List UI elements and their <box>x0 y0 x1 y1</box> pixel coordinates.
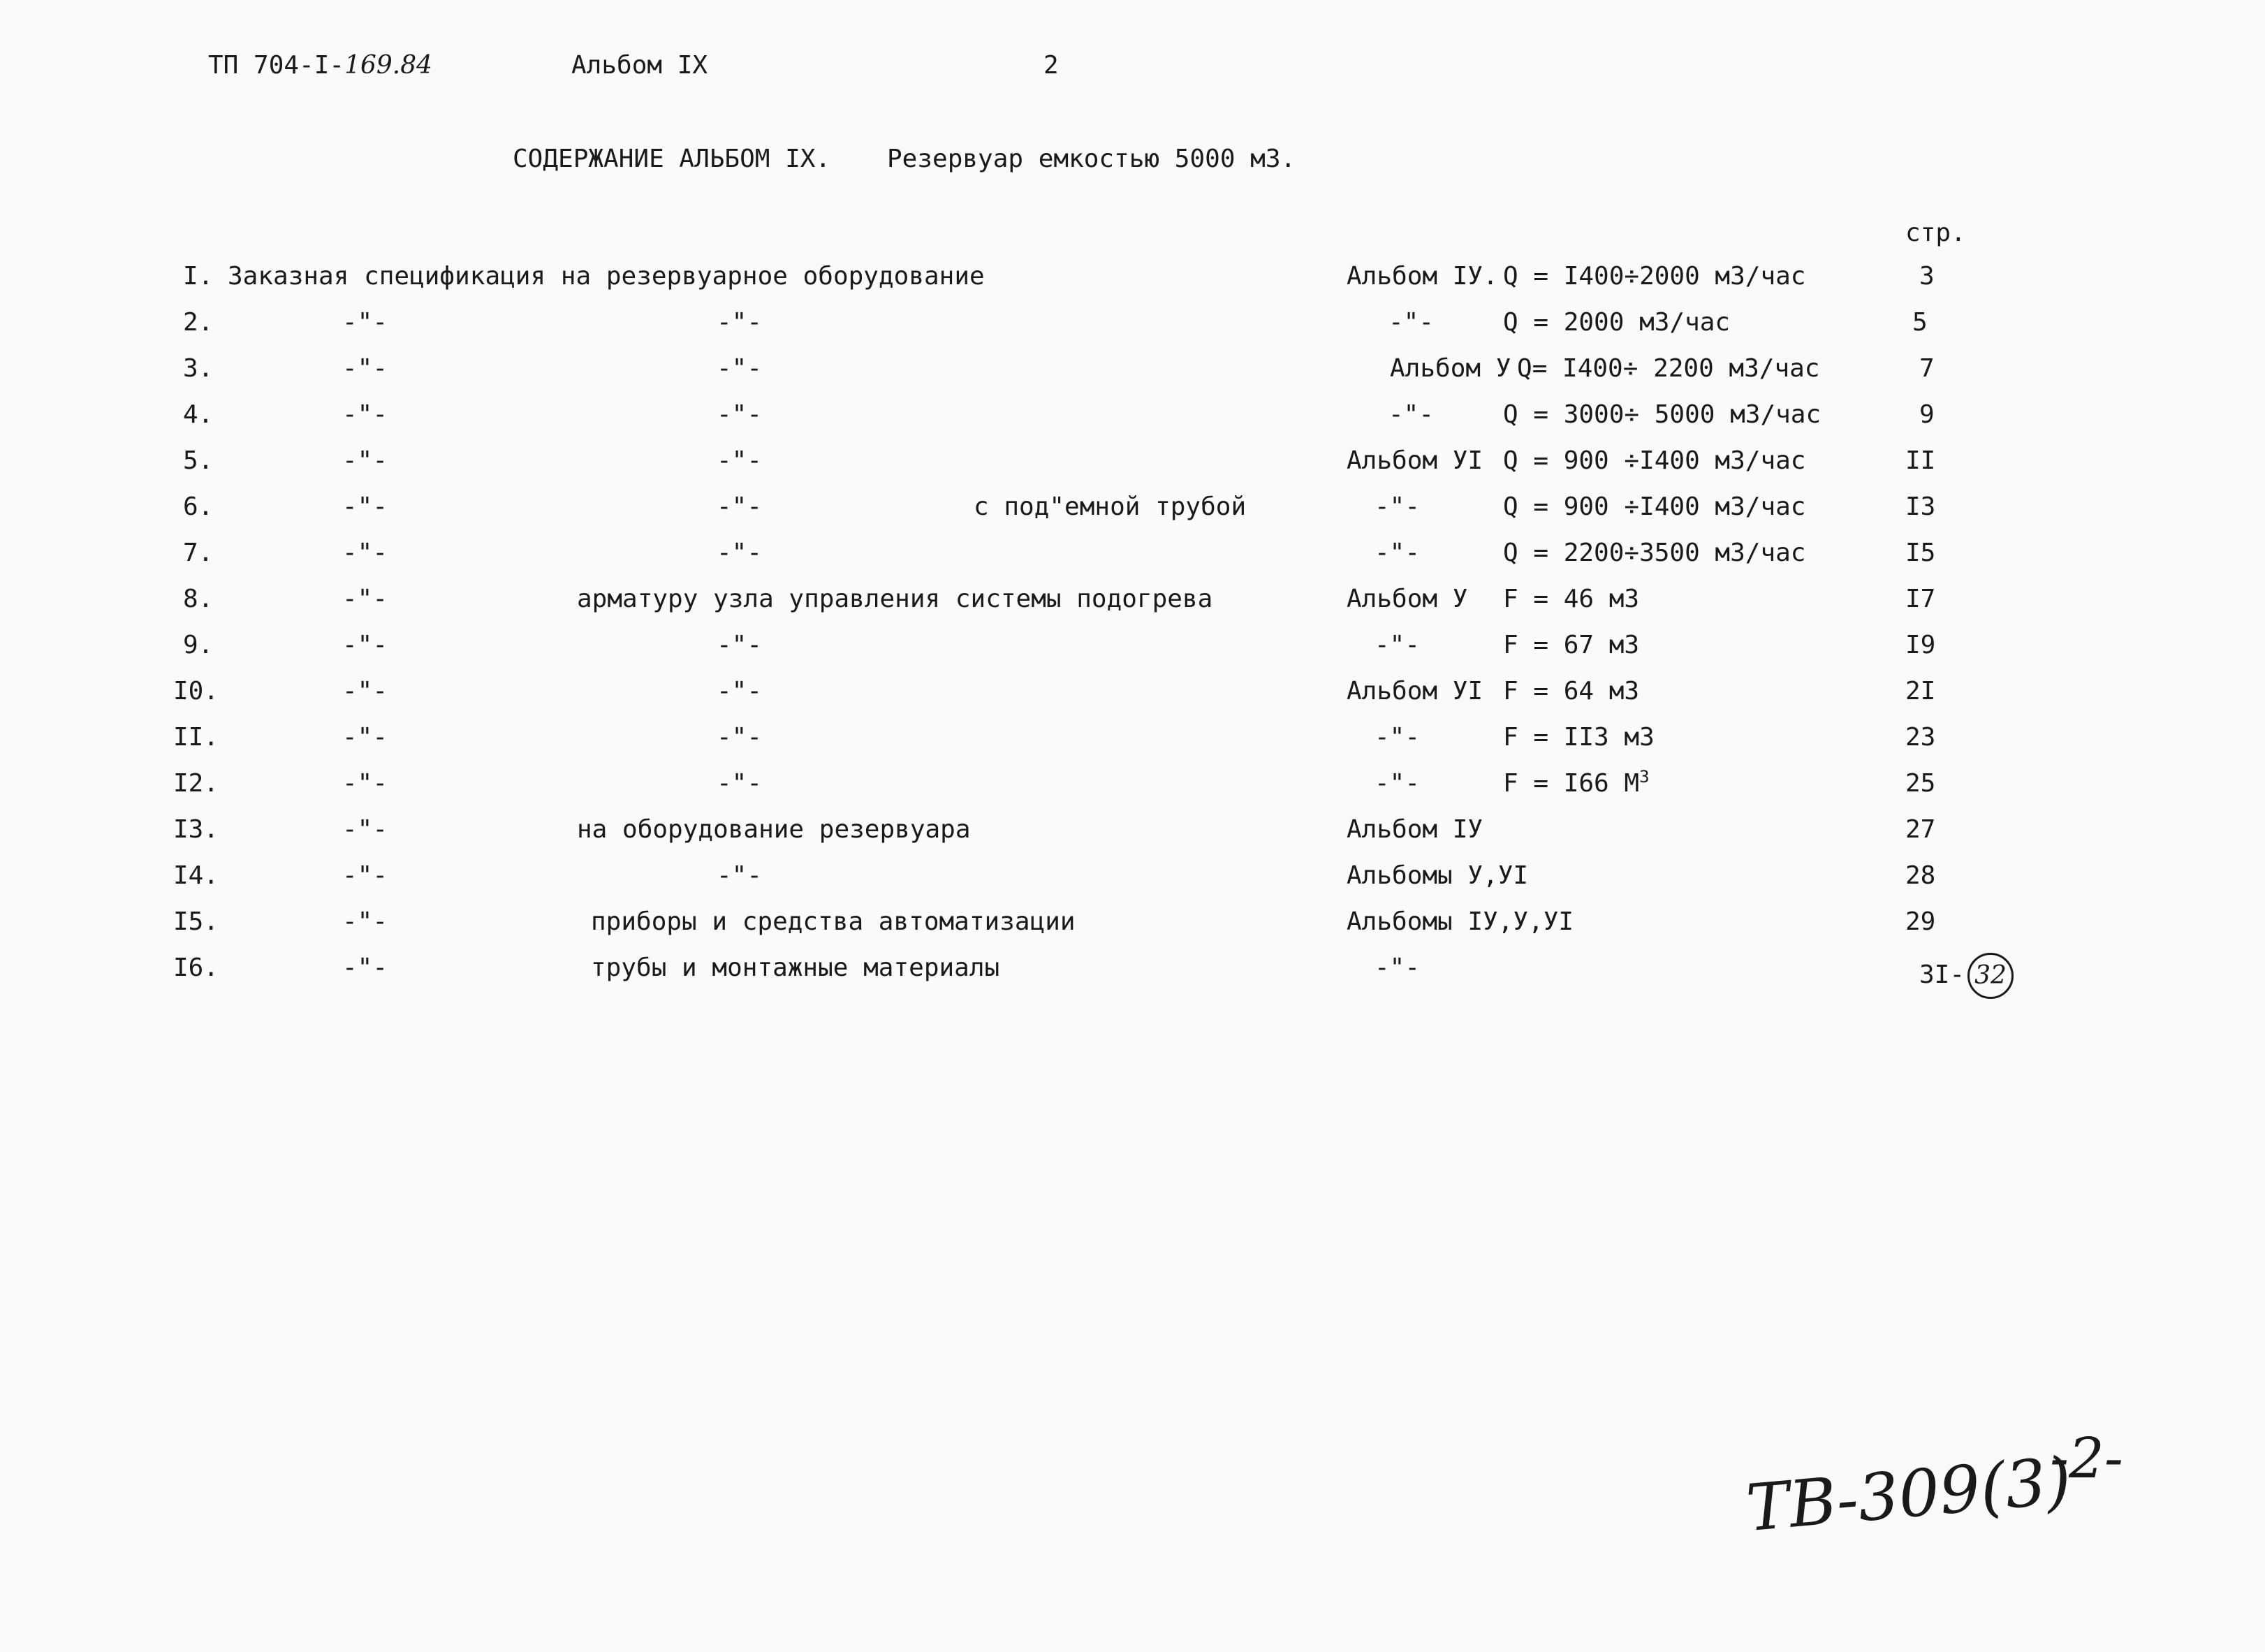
page-column-header: стр. <box>1905 219 1966 247</box>
row-page-text: 25 <box>1905 769 1936 798</box>
row-album: -"- <box>1388 400 1435 429</box>
row-page <box>1905 446 1935 476</box>
row-page <box>1919 400 1935 430</box>
row-description: -"- <box>717 769 763 798</box>
row-album: -"- <box>1375 953 1421 982</box>
row-album: -"- <box>1388 308 1435 337</box>
row-page-text: 7 <box>1919 354 1935 383</box>
row-description: -"- <box>717 354 763 383</box>
row-ditto-mark: -"- <box>342 769 388 798</box>
row-page <box>1905 814 1935 845</box>
archive-stamp: ТВ-309(3) <box>1743 1442 2074 1547</box>
row-album: Альбом IУ. <box>1347 262 1498 291</box>
row-description: приборы и средства автоматизации <box>591 907 1076 936</box>
row-parameter <box>1503 584 1639 615</box>
row-parameter-text: F = 64 м3 <box>1503 677 1640 706</box>
row-description: -"- <box>717 308 763 337</box>
row-number: 9. <box>183 631 214 659</box>
row-page-text: 2I <box>1905 677 1936 706</box>
row-album: -"- <box>1375 723 1421 752</box>
row-parameter <box>1503 492 1805 522</box>
row-page-text: 23 <box>1905 723 1936 752</box>
row-album: -"- <box>1375 769 1421 798</box>
contents-title: СОДЕРЖАНИЕ АЛЬБОМ IX. <box>513 145 831 173</box>
row-parameter-text: Q = 900 ÷I400 м3/час <box>1503 446 1806 475</box>
sheet-number: -2- <box>2050 1426 2123 1491</box>
row-page-text: 27 <box>1905 815 1936 844</box>
row-description: Заказная спецификация на резервуарное оборудование <box>228 262 985 291</box>
row-ditto-mark: -"- <box>342 446 388 475</box>
row-page-text: I9 <box>1905 631 1936 659</box>
row-page-text: 28 <box>1905 861 1936 890</box>
row-parameter-text: Q = 900 ÷I400 м3/час <box>1503 492 1806 521</box>
row-page <box>1905 492 1935 522</box>
row-ditto-mark: -"- <box>342 400 388 429</box>
row-page <box>1905 768 1935 799</box>
row-ditto-mark: -"- <box>342 953 388 982</box>
row-parameter <box>1503 676 1639 707</box>
row-number: 8. <box>183 585 214 613</box>
row-parameter <box>1503 446 1805 476</box>
row-parameter-text: F = 46 м3 <box>1503 585 1640 613</box>
row-album: Альбомы У,УI <box>1347 861 1529 890</box>
album-label: Альбом IX <box>571 51 708 80</box>
row-parameter <box>1517 353 1819 384</box>
row-number: 3. <box>183 354 214 383</box>
row-page <box>1919 953 2014 999</box>
row-description: -"- <box>717 861 763 890</box>
row-number: I4. <box>173 861 219 890</box>
row-parameter-text: Q = 2200÷3500 м3/час <box>1503 539 1806 567</box>
row-page <box>1905 907 1935 937</box>
row-album: Альбом УI <box>1347 446 1483 475</box>
row-page-circled: 32 <box>1967 953 2014 999</box>
row-number: I. <box>183 262 214 291</box>
row-page <box>1905 538 1935 569</box>
row-page <box>1919 261 1935 292</box>
row-parameter-text: Q = 3000÷ 5000 м3/час <box>1503 400 1821 429</box>
row-page-text: 9 <box>1919 400 1935 429</box>
row-number: 7. <box>183 539 214 567</box>
row-page-text: 3 <box>1919 262 1935 291</box>
row-album: -"- <box>1375 492 1421 521</box>
row-description: -"- <box>717 631 763 659</box>
row-number: I3. <box>173 815 219 844</box>
row-album: Альбомы IУ,У,УI <box>1347 907 1574 936</box>
row-parameter-text: Q = I400÷2000 м3/час <box>1503 262 1806 291</box>
row-parameter <box>1503 400 1821 430</box>
row-ditto-mark: -"- <box>342 861 388 890</box>
row-page <box>1905 676 1935 707</box>
row-number: 2. <box>183 308 214 337</box>
row-description: -"- <box>717 492 763 521</box>
row-page-text: II <box>1905 446 1936 475</box>
row-page <box>1905 630 1935 661</box>
row-number: I5. <box>173 907 219 936</box>
row-album: Альбом IУ <box>1347 815 1483 844</box>
row-description: трубы и монтажные материалы <box>591 953 1000 982</box>
row-page-text: 3I- <box>1919 960 1965 989</box>
row-page <box>1905 861 1935 891</box>
document-code-handwritten: 169.84 <box>344 51 433 80</box>
row-number: I0. <box>173 677 219 706</box>
row-parameter <box>1503 307 1730 338</box>
row-page-text: 5 <box>1912 308 1928 337</box>
row-parameter <box>1503 261 1805 292</box>
row-number: I2. <box>173 769 219 798</box>
row-description: -"- <box>717 539 763 567</box>
row-ditto-mark: -"- <box>342 677 388 706</box>
row-page-text: 29 <box>1905 907 1936 936</box>
document-code-print: ТП 704-I- <box>208 51 345 80</box>
row-description: на оборудование резервуара <box>577 815 971 844</box>
row-album: Альбом У <box>1347 585 1468 613</box>
row-parameter-text: F = I66 М <box>1503 769 1640 798</box>
row-page <box>1919 353 1935 384</box>
row-ditto-mark: -"- <box>342 723 388 752</box>
row-ditto-mark: -"- <box>342 815 388 844</box>
row-ditto-mark: -"- <box>342 539 388 567</box>
row-ditto-mark: -"- <box>342 492 388 521</box>
row-ditto-mark: -"- <box>342 631 388 659</box>
document-code <box>208 50 432 81</box>
row-album: -"- <box>1375 631 1421 659</box>
row-parameter <box>1503 630 1639 661</box>
row-page <box>1912 307 1928 338</box>
row-number: I6. <box>173 953 219 982</box>
row-number: 4. <box>183 400 214 429</box>
row-description: -"- <box>717 723 763 752</box>
row-ditto-mark: -"- <box>342 354 388 383</box>
row-description: -"- <box>717 400 763 429</box>
row-page <box>1905 722 1935 753</box>
page-number: 2 <box>1043 51 1059 80</box>
row-parameter <box>1503 538 1805 569</box>
row-number: II. <box>173 723 219 752</box>
row-page-text: I3 <box>1905 492 1936 521</box>
row-ditto-mark: -"- <box>342 585 388 613</box>
row-parameter-text: Q = 2000 м3/час <box>1503 308 1731 337</box>
row-album: Альбом У <box>1390 354 1511 383</box>
row-page-text: I7 <box>1905 585 1936 613</box>
row-parameter-text: F = II3 м3 <box>1503 723 1655 752</box>
reservoir-title: Резервуар емкостью 5000 м3. <box>887 145 1296 173</box>
row-ditto-mark: -"- <box>342 907 388 936</box>
row-description: арматуру узла управления системы подогрева <box>577 585 1213 613</box>
row-album: -"- <box>1375 539 1421 567</box>
row-page <box>1905 584 1935 615</box>
row-number: 6. <box>183 492 214 521</box>
row-page-text: I5 <box>1905 539 1936 567</box>
row-number: 5. <box>183 446 214 475</box>
row-description: -"- <box>717 446 763 475</box>
row-description: -"- <box>717 677 763 706</box>
row-description-extra: с под"емной трубой <box>974 492 1247 521</box>
row-ditto-mark: -"- <box>342 308 388 337</box>
row-parameter <box>1503 768 1650 799</box>
row-parameter <box>1503 722 1655 753</box>
row-parameter-superscript: 3 <box>1639 767 1650 787</box>
row-parameter-text: F = 67 м3 <box>1503 631 1640 659</box>
row-album: Альбом УI <box>1347 677 1483 706</box>
row-parameter-text: Q= I400÷ 2200 м3/час <box>1517 354 1820 383</box>
